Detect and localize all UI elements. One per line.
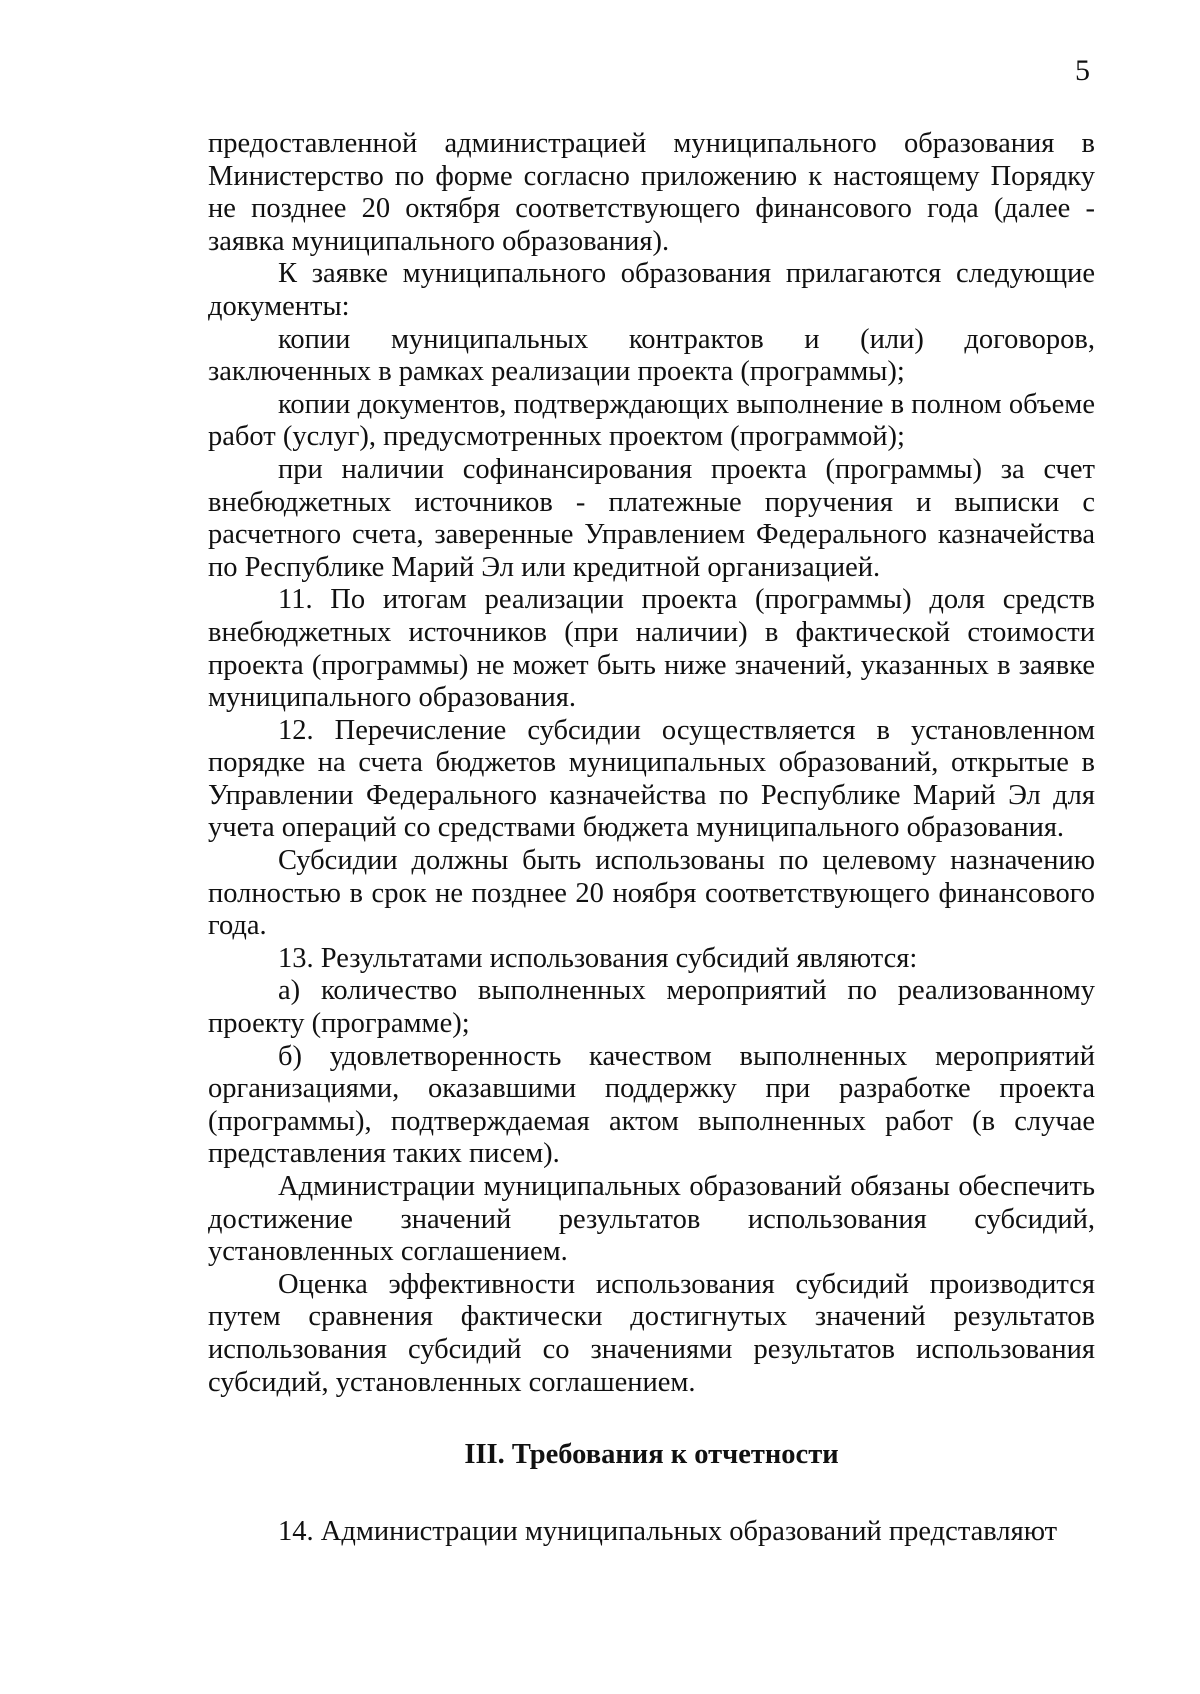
paragraph-cofinancing: при наличии софинансирования проекта (программы) за счет внебюджетных источников - платежные поручения и выписки с расчетного счета, заверенные Управлением Федерального казначейства по Республике Марий Эл или кредитной организацией.	[208, 453, 1095, 583]
paragraph-application-docs: К заявке муниципального образования прилагаются следующие документы:	[208, 258, 1095, 322]
paragraph-item-14: 14. Администрации муниципальных образований представляют	[278, 1515, 1058, 1547]
section-heading: III. Требования к отчетности	[464, 1439, 839, 1471]
paragraph-item-13a: а) количество выполненных мероприятий по реализованному проекту (программе);	[208, 975, 1095, 1040]
paragraph-subsidy-usage: Субсидии должны быть использованы по целевому назначению полностью в срок не позднее 20 ноября соответствующего финансового года.	[208, 845, 1095, 942]
page-number: 5	[1075, 54, 1090, 87]
paragraph-item-12: 12. Перечисление субсидии осуществляется в установленном порядке на счета бюджетов муниципальных образований, открытые в Управлении Федерального казначейства по Республике Марий Эл для учета операций со средствами бюджета муниципального образования.	[208, 714, 1095, 844]
paragraph-item-13b: б) удовлетворенность качеством выполненных мероприятий организациями, оказавшими поддержку при разработке проекта (программы), подтверждаемая актом выполненных работ (в случае представления таких писем).	[208, 1040, 1095, 1170]
paragraph-contracts: копии муниципальных контрактов и (или) договоров, заключенных в рамках реализации проекта (программы);	[208, 323, 1095, 388]
paragraph-work-confirmation: копии документов, подтверждающих выполнение в полном объеме работ (услуг), предусмотренных проектом (программой);	[208, 388, 1095, 453]
document-body	[208, 128, 1095, 1548]
paragraph-item-11: 11. По итогам реализации проекта (программы) доля средств внебюджетных источников (при наличии) в фактической стоимости проекта (программы) не может быть ниже значений, указанных в заявке муниципального образования.	[208, 584, 1095, 714]
paragraph-item-13: 13. Результатами использования субсидий являются:	[278, 942, 918, 974]
paragraph-administrations-obliged: Администрации муниципальных образований обязаны обеспечить достижение значений результатов использования субсидий, установленных соглашением.	[208, 1171, 1095, 1268]
paragraph-efficiency-evaluation: Оценка эффективности использования субсидий производится путем сравнения фактически достигнутых значений результатов использования субсидий со значениями результатов использования субсидий, установленных соглашением.	[208, 1268, 1095, 1398]
paragraph-continuation: предоставленной администрацией муниципального образования в Министерство по форме согласно приложению к настоящему Порядку не позднее 20 октября соответствующего финансового года (далее - заявка муниципального образования).	[208, 128, 1095, 257]
